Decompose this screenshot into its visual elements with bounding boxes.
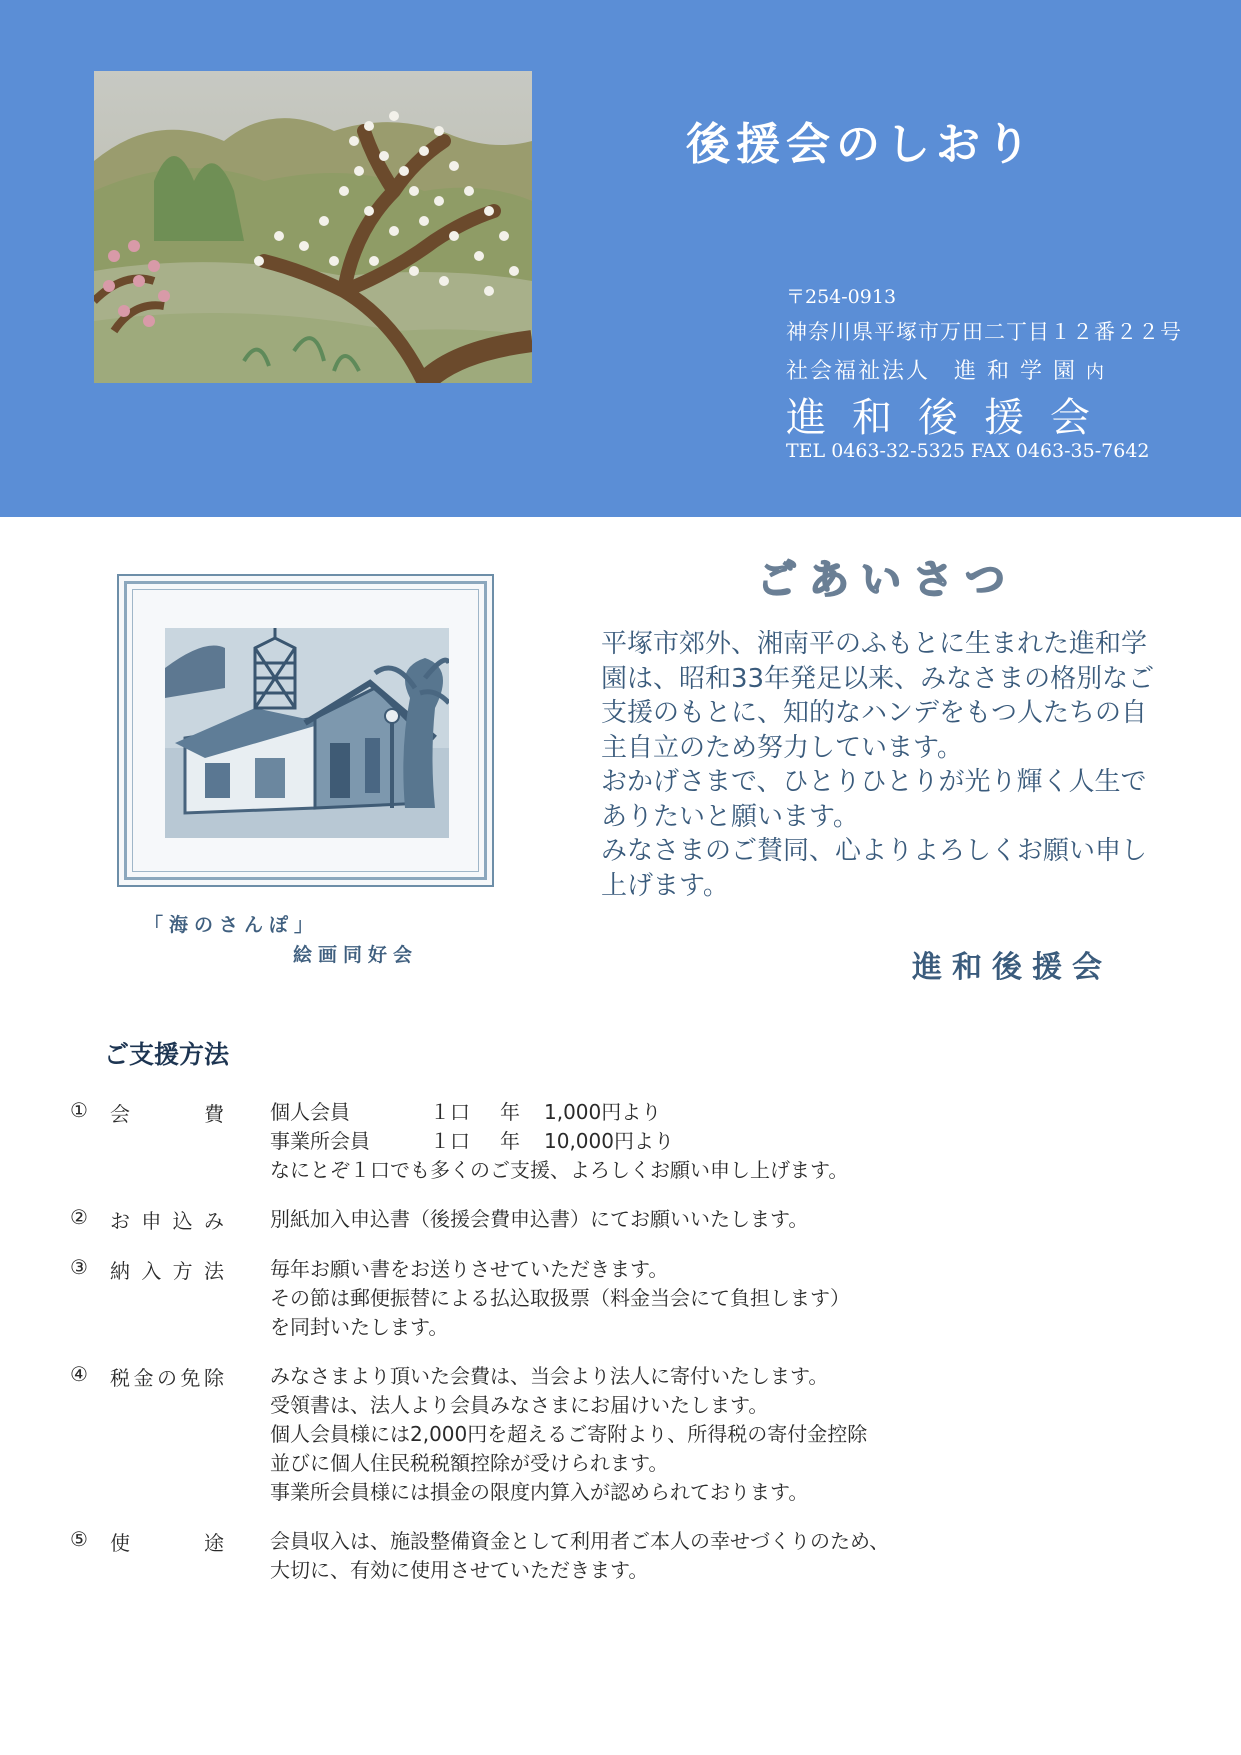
- item-label-text: 税 金 の 免 除: [110, 1366, 224, 1390]
- item-label: [110, 1098, 296, 1127]
- brochure-title: 後援会のしおり: [686, 119, 1036, 170]
- fee-amount: 10,000円より: [544, 1129, 674, 1153]
- item-label-text: 会 費: [110, 1102, 224, 1126]
- corporation-name: [786, 354, 1106, 385]
- item-body: [270, 1205, 1170, 1234]
- fee-type: 事業所会員: [270, 1129, 370, 1153]
- item-line: その節は郵便振替による払込取扱票（料金当会にて負担します）: [270, 1286, 850, 1310]
- item-label-text: 使 途: [110, 1531, 224, 1555]
- item-line: 会員収入は、施設整備資金として利用者ご本人の幸せづくりのため、: [270, 1529, 890, 1553]
- fee-unit: １口: [430, 1129, 470, 1153]
- support-heading: ご支援方法: [104, 1040, 230, 1069]
- artwork-title: 「海のさんぽ」: [144, 914, 320, 936]
- item-line: みなさまより頂いた会費は、当会より法人に寄付いたします。: [270, 1364, 829, 1388]
- greeting-body: [601, 627, 1161, 903]
- corporation-suffix: 内: [1085, 362, 1106, 383]
- item-number: ④: [70, 1362, 88, 1386]
- item-line: 毎年お願い書をお送りさせていただきます。: [270, 1257, 669, 1281]
- item-line: 大切に、有効に使用させていただきます。: [270, 1558, 649, 1582]
- fee-unit: １口: [430, 1100, 470, 1124]
- item-line: なにとぞ１口でも多くのご支援、よろしくお願い申し上げます。: [270, 1158, 849, 1182]
- greeting-paragraph: みなさまのご賛同、心よりよろしくお願い申し上げます。: [601, 836, 1148, 901]
- greeting-paragraph: おかげさまで、ひとりひとりが光り輝く人生でありたいと願います。: [601, 767, 1147, 832]
- item-number: ③: [70, 1255, 88, 1279]
- greeting-paragraph: 平塚市郊外、湘南平のふもとに生まれた進和学園は、昭和33年発足以来、みなさまの格別なご支援のもとに、知的なハンデをもつ人たちの自主自立のため努力しています。: [601, 629, 1155, 763]
- tel-fax: TEL 0463-32-5325 FAX 0463-35-7642: [786, 440, 1150, 462]
- item-number: ①: [70, 1098, 88, 1122]
- fee-period: 年: [500, 1100, 520, 1124]
- plum-tree-illustration: [94, 71, 532, 383]
- item-label: [110, 1205, 296, 1234]
- item-line: を同封いたします。: [270, 1315, 449, 1339]
- item-body: [270, 1362, 1170, 1507]
- header-band: [0, 0, 1241, 517]
- fee-amount: 1,000円より: [544, 1100, 662, 1124]
- artwork-group: 絵画同好会: [293, 944, 419, 966]
- corporation-label: 社会福祉法人 進 和 学 園: [786, 359, 1077, 384]
- item-line: 個人会員様には2,000円を超えるご寄附より、所得税の寄付金控除: [270, 1422, 868, 1446]
- item-body: [270, 1098, 1170, 1185]
- item-line: 並びに個人住民税税額控除が受けられます。: [270, 1451, 669, 1475]
- fee-row: [270, 1127, 1170, 1156]
- framed-artwork: [117, 574, 494, 887]
- fee-type: 個人会員: [270, 1100, 350, 1124]
- fee-row: [270, 1098, 1170, 1127]
- item-number: ②: [70, 1205, 88, 1229]
- plum-tree-painting: [94, 71, 532, 383]
- item-number: ⑤: [70, 1527, 88, 1551]
- item-label-text: 納 入 方 法: [110, 1259, 224, 1283]
- item-line: 別紙加入申込書（後援会費申込書）にてお願いいたします。: [270, 1207, 809, 1231]
- greeting-title: ごあいさつ: [757, 557, 1017, 603]
- item-label-text: お 申 込 み: [110, 1209, 224, 1233]
- item-label: [110, 1527, 296, 1556]
- organization-name: 進和後援会: [786, 395, 1116, 441]
- greeting-signature: 進和後援会: [912, 950, 1112, 985]
- house-sketch-illustration: [165, 628, 449, 838]
- item-line: 事業所会員様には損金の限度内算入が認められております。: [270, 1480, 809, 1504]
- fee-period: 年: [500, 1129, 520, 1153]
- item-label: [110, 1255, 296, 1284]
- item-body: [270, 1255, 1170, 1342]
- address: 神奈川県平塚市万田二丁目１２番２２号: [786, 320, 1182, 344]
- item-line: 受領書は、法人より会員みなさまにお届けいたします。: [270, 1393, 769, 1417]
- postal-code: 〒254-0913: [786, 286, 897, 308]
- item-body: [270, 1527, 1170, 1585]
- item-label: [110, 1362, 296, 1391]
